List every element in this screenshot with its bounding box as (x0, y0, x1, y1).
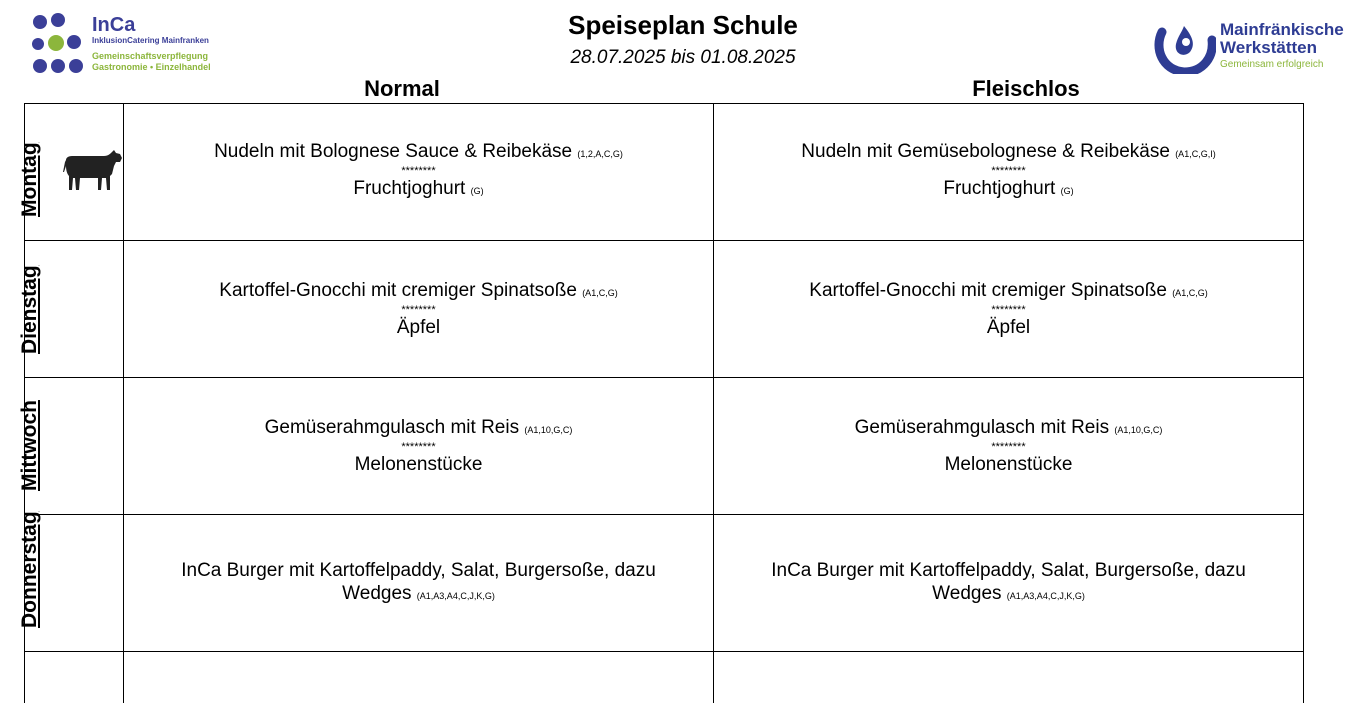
allergen-codes: (G) (1060, 186, 1074, 196)
side-name: Äpfel (396, 317, 441, 338)
day-text: Dienstag (18, 265, 41, 354)
menu-cell-mittwoch-normal (124, 378, 713, 515)
side-name: Äpfel (986, 317, 1031, 338)
dish-line (124, 559, 713, 608)
dish-name: Nudeln mit Bolognese Sauce & Reibekäse (214, 141, 573, 162)
separator: ******** (991, 165, 1026, 177)
allergen-codes: (A1,C,G) (1172, 288, 1208, 298)
date-range: 28.07.2025 bis 01.08.2025 (570, 47, 796, 68)
menu-cell-mittwoch-fleischlos (714, 378, 1303, 515)
side-line (353, 177, 483, 203)
inca-subtitle: InklusionCatering Mainfranken (92, 36, 209, 45)
side-name: Fruchtjoghurt (943, 178, 1056, 199)
allergen-codes: (A1,C,G) (582, 288, 618, 298)
day-label-dienstag (18, 240, 124, 378)
column-header-fleischlos: Fleischlos (972, 76, 1080, 101)
dish-name: Kartoffel-Gnocchi mit cremiger Spinatsoße (219, 280, 577, 301)
page-title: Speiseplan Schule (568, 10, 798, 40)
dish-line (184, 140, 653, 166)
side-name: Melonenstücke (944, 454, 1073, 475)
separator: ******** (401, 165, 436, 177)
separator: ******** (991, 441, 1026, 453)
day-label-mittwoch (18, 377, 124, 515)
menu-table (18, 103, 1304, 703)
dish-name: InCa Burger mit Kartoffelpaddy, Salat, Burgersoße, dazu Wedges (771, 560, 1246, 604)
day-label-donnerstag (18, 511, 124, 652)
menu-cell-donnerstag-fleischlos (714, 515, 1303, 652)
dish-line (825, 416, 1193, 442)
mw-tagline: Gemeinsam erfolgreich (1220, 59, 1324, 70)
day-text: Montag (18, 142, 41, 217)
cow-icon (62, 150, 124, 194)
menu-cell-dienstag-normal (124, 241, 713, 378)
separator: ******** (401, 441, 436, 453)
menu-cell-montag-normal (124, 103, 713, 240)
mainfraenkische-logo (1152, 14, 1362, 76)
dish-name: Kartoffel-Gnocchi mit cremiger Spinatsoße (809, 280, 1167, 301)
inca-tagline-2: Gastronomie • Einzelhandel (92, 62, 211, 72)
day-text: Mittwoch (18, 400, 41, 491)
dish-line (771, 140, 1245, 166)
side-name: Melonenstücke (354, 454, 483, 475)
mw-name-1: Mainfränkische (1220, 20, 1344, 39)
side-name: Fruchtjoghurt (353, 178, 466, 199)
allergen-codes: (A1,10,G,C) (1114, 425, 1163, 435)
mainfraenkische-logo-icon (1152, 14, 1216, 74)
separator: ******** (991, 304, 1026, 316)
allergen-codes: (A1,A3,A4,C,J,K,G) (416, 591, 495, 601)
dish-name: Gemüserahmgulasch mit Reis (264, 417, 520, 438)
allergen-codes: (G) (470, 186, 484, 196)
column-header-normal: Normal (364, 76, 440, 101)
allergen-codes: (1,2,A,C,G) (577, 149, 623, 159)
dish-line (189, 279, 647, 305)
inca-brand: InCa (92, 14, 136, 36)
side-line (943, 177, 1073, 203)
dish-name: Nudeln mit Gemüsebolognese & Reibekäse (801, 141, 1170, 162)
allergen-codes: (A1,A3,A4,C,J,K,G) (1006, 591, 1085, 601)
dish-name: Gemüserahmgulasch mit Reis (854, 417, 1110, 438)
menu-cell-montag-fleischlos (714, 103, 1303, 240)
separator: ******** (401, 304, 436, 316)
dish-name: InCa Burger mit Kartoffelpaddy, Salat, Burgersoße, dazu Wedges (181, 560, 656, 604)
dish-line (714, 559, 1303, 608)
menu-cell-dienstag-fleischlos (714, 241, 1303, 378)
day-text: Donnerstag (18, 511, 41, 628)
mw-name-2: Werkstätten (1220, 38, 1317, 57)
dish-line (235, 416, 603, 442)
allergen-codes: (A1,C,G,I) (1175, 149, 1216, 159)
allergen-codes: (A1,10,G,C) (524, 425, 573, 435)
inca-tagline-1: Gemeinschaftsverpflegung (92, 51, 209, 61)
dish-line (779, 279, 1237, 305)
menu-cell-donnerstag-normal (124, 515, 713, 652)
table-border-right (1303, 103, 1304, 703)
